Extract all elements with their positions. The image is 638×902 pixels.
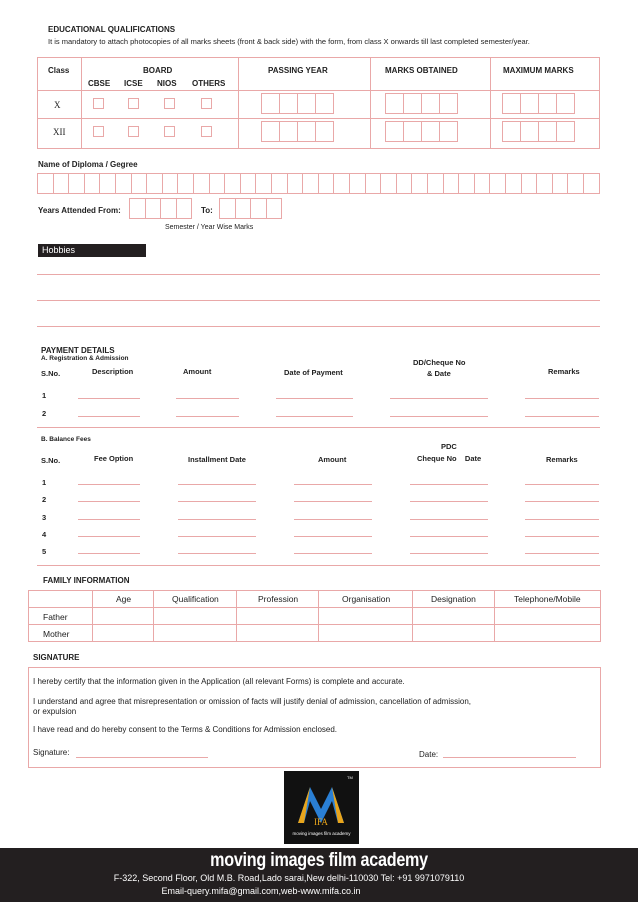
diploma-char-box[interactable] xyxy=(552,173,569,194)
signature-label: Signature: xyxy=(33,748,70,757)
family-col-organisation: Organisation xyxy=(342,594,391,604)
payment-title: PAYMENT DETAILS xyxy=(41,346,115,355)
b-header-fee-option: Fee Option xyxy=(94,454,134,463)
diploma-char-box[interactable] xyxy=(255,173,272,194)
board-cbse: CBSE xyxy=(88,79,111,88)
passing-year-digit[interactable] xyxy=(297,93,316,114)
payment-b-input-line[interactable] xyxy=(178,484,256,485)
maximum-marks-digit[interactable] xyxy=(538,121,557,142)
passing-year-digit[interactable] xyxy=(315,121,334,142)
diploma-char-box[interactable] xyxy=(365,173,382,194)
col-maximum-marks: MAXIMUM MARKS xyxy=(503,66,574,75)
payment-b-input-line[interactable] xyxy=(294,536,372,537)
diploma-char-box[interactable] xyxy=(162,173,179,194)
diploma-char-box[interactable] xyxy=(583,173,600,194)
payment-b-input-line[interactable] xyxy=(525,519,599,520)
maximum-marks-digit[interactable] xyxy=(502,93,521,114)
checkbox-xii-icse[interactable] xyxy=(128,126,139,137)
footer-contact: Email-query.mifa@gmail.com,web-www.mifa.co.in xyxy=(161,886,361,896)
diploma-char-box[interactable] xyxy=(536,173,553,194)
diploma-char-box[interactable] xyxy=(474,173,491,194)
footer xyxy=(0,848,638,902)
payment-b-input-line[interactable] xyxy=(410,519,488,520)
payment-b-input-line[interactable] xyxy=(294,484,372,485)
divider xyxy=(238,57,239,149)
divider xyxy=(370,57,371,149)
payment-b-input-line[interactable] xyxy=(525,553,599,554)
family-col-telephone: Telephone/Mobile xyxy=(514,594,581,604)
divider xyxy=(81,57,82,149)
section-divider xyxy=(37,427,600,428)
payment-sub-a: A. Registration & Admission xyxy=(41,355,129,362)
payment-b-input-line[interactable] xyxy=(410,484,488,485)
signature-input[interactable] xyxy=(76,757,208,758)
diploma-char-box[interactable] xyxy=(333,173,350,194)
divider xyxy=(318,590,319,642)
diploma-char-box[interactable] xyxy=(443,173,460,194)
row-class-x: X xyxy=(54,100,61,110)
diploma-char-box[interactable] xyxy=(146,173,163,194)
hobbies-line-2[interactable] xyxy=(37,300,600,301)
checkbox-x-others[interactable] xyxy=(201,98,212,109)
date-input[interactable] xyxy=(443,757,576,758)
passing-year-digit[interactable] xyxy=(315,93,334,114)
payment-b-input-line[interactable] xyxy=(178,553,256,554)
section-divider xyxy=(37,565,600,566)
payment-a-input-line[interactable] xyxy=(525,416,599,417)
marks-obtained-digit[interactable] xyxy=(439,121,458,142)
maximum-marks-digit[interactable] xyxy=(520,93,539,114)
a-row-1: 1 xyxy=(42,391,47,400)
payment-b-input-line[interactable] xyxy=(78,536,140,537)
diploma-char-box[interactable] xyxy=(193,173,210,194)
diploma-char-box[interactable] xyxy=(271,173,288,194)
hobbies-label: Hobbies xyxy=(38,244,146,257)
signature-title: SIGNATURE xyxy=(33,653,80,662)
marks-obtained-digit[interactable] xyxy=(421,121,440,142)
diploma-char-box[interactable] xyxy=(224,173,241,194)
maximum-marks-digit[interactable] xyxy=(556,121,575,142)
marks-obtained-digit[interactable] xyxy=(421,93,440,114)
diploma-char-box[interactable] xyxy=(505,173,522,194)
diploma-char-box[interactable] xyxy=(396,173,413,194)
payment-b-input-line[interactable] xyxy=(410,501,488,502)
b-header-pdc: PDC xyxy=(441,442,457,451)
b-header-cheque: Cheque No Date xyxy=(417,454,482,463)
diploma-char-box[interactable] xyxy=(84,173,101,194)
b-row-1: 1 xyxy=(42,478,47,487)
b-header-remarks: Remarks xyxy=(546,455,578,464)
years-to-label: To: xyxy=(201,206,213,215)
divider xyxy=(236,590,237,642)
signature-line-3: I have read and do hereby consent to the Terms & Conditions for Admission enclosed. xyxy=(33,725,338,734)
payment-b-input-line[interactable] xyxy=(410,553,488,554)
signature-line-2: I understand and agree that misrepresentation or omission of facts will justify denial of admission, cancellation of admission, or expulsion xyxy=(33,697,472,716)
payment-b-input-line[interactable] xyxy=(178,519,256,520)
b-header-sno: S.No. xyxy=(41,456,61,465)
year-to-digit[interactable] xyxy=(235,198,252,219)
a-header-amount: Amount xyxy=(183,367,212,376)
payment-a-input-line[interactable] xyxy=(276,416,353,417)
diploma-char-box[interactable] xyxy=(287,173,304,194)
family-col-profession: Profession xyxy=(258,594,299,604)
checkbox-xii-cbse[interactable] xyxy=(93,126,104,137)
year-from-digit[interactable] xyxy=(160,198,177,219)
divider xyxy=(28,624,601,625)
payment-b-input-line[interactable] xyxy=(410,536,488,537)
passing-year-digit[interactable] xyxy=(279,121,298,142)
col-class: Class xyxy=(48,66,70,75)
edu-note: It is mandatory to attach photocopies of all marks sheets (front & back side) with the form, from class X onwards till last completed semester/year. xyxy=(48,37,530,46)
payment-a-input-line[interactable] xyxy=(78,398,140,399)
diploma-char-box[interactable] xyxy=(131,173,148,194)
diploma-char-box[interactable] xyxy=(489,173,506,194)
payment-b-input-line[interactable] xyxy=(178,536,256,537)
family-col-age: Age xyxy=(116,594,132,604)
payment-b-input-line[interactable] xyxy=(178,501,256,502)
b-row-2: 2 xyxy=(42,495,47,504)
edu-title: EDUCATIONAL QUALIFICATIONS xyxy=(48,25,176,34)
hobbies-line-3[interactable] xyxy=(37,326,600,327)
payment-a-input-line[interactable] xyxy=(276,398,353,399)
diploma-char-box[interactable] xyxy=(99,173,116,194)
year-to-digit[interactable] xyxy=(266,198,283,219)
checkbox-x-nios[interactable] xyxy=(164,98,175,109)
diploma-char-box[interactable] xyxy=(68,173,85,194)
payment-b-input-line[interactable] xyxy=(525,501,599,502)
passing-year-digit[interactable] xyxy=(297,121,316,142)
b-row-5: 5 xyxy=(42,547,47,556)
payment-b-input-line[interactable] xyxy=(78,519,140,520)
family-col-designation: Designation xyxy=(431,594,476,604)
divider xyxy=(28,607,601,608)
checkbox-x-cbse[interactable] xyxy=(93,98,104,109)
payment-b-input-line[interactable] xyxy=(294,553,372,554)
family-row-mother: Mother xyxy=(43,629,70,639)
a-header-dd-date: & Date xyxy=(427,369,451,378)
family-col-qualification: Qualification xyxy=(172,594,219,604)
payment-b-input-line[interactable] xyxy=(294,501,372,502)
marks-obtained-digit[interactable] xyxy=(403,93,422,114)
diploma-char-box[interactable] xyxy=(209,173,226,194)
maximum-marks-digit[interactable] xyxy=(556,93,575,114)
diploma-char-box[interactable] xyxy=(380,173,397,194)
signature-line-1: I hereby certify that the information given in the Application (all relevant Forms) is complete and accurate. xyxy=(33,677,405,686)
divider xyxy=(37,118,600,119)
diploma-char-box[interactable] xyxy=(427,173,444,194)
marks-obtained-digit[interactable] xyxy=(439,93,458,114)
passing-year-digit[interactable] xyxy=(261,121,280,142)
b-header-amount: Amount xyxy=(318,455,347,464)
diploma-char-box[interactable] xyxy=(349,173,366,194)
divider xyxy=(490,57,491,149)
diploma-char-box[interactable] xyxy=(521,173,538,194)
b-row-4: 4 xyxy=(42,530,47,539)
logo-caption: moving images film academy xyxy=(292,831,351,836)
checkbox-xii-others[interactable] xyxy=(201,126,212,137)
diploma-char-box[interactable] xyxy=(567,173,584,194)
year-from-digit[interactable] xyxy=(129,198,146,219)
divider xyxy=(37,90,600,91)
b-header-installment: Installment Date xyxy=(188,455,246,464)
year-to-digit[interactable] xyxy=(250,198,267,219)
diploma-label: Name of Diploma / Gegree xyxy=(38,160,138,169)
years-from-label: Years Attended From: xyxy=(38,206,121,215)
col-marks-obtained: MARKS OBTAINED xyxy=(385,66,458,75)
a-header-description: Description xyxy=(92,367,134,376)
date-label: Date: xyxy=(419,750,439,759)
passing-year-digit[interactable] xyxy=(261,93,280,114)
payment-b-input-line[interactable] xyxy=(78,484,140,485)
payment-b-input-line[interactable] xyxy=(525,484,599,485)
marks-obtained-digit[interactable] xyxy=(403,121,422,142)
col-passing-year: PASSING YEAR xyxy=(268,66,328,75)
a-header-remarks: Remarks xyxy=(548,367,580,376)
b-row-3: 3 xyxy=(42,513,47,522)
a-header-date: Date of Payment xyxy=(284,368,343,377)
board-icse: ICSE xyxy=(124,79,143,88)
mifa-logo xyxy=(284,771,359,844)
board-nios: NIOS xyxy=(157,79,177,88)
board-others: OTHERS xyxy=(192,79,226,88)
diploma-char-box[interactable] xyxy=(53,173,70,194)
payment-a-input-line[interactable] xyxy=(176,398,239,399)
payment-b-input-line[interactable] xyxy=(294,519,372,520)
footer-address: F-322, Second Floor, Old M.B. Road,Lado sarai,New delhi-110030 Tel: +91 9971079110 xyxy=(113,873,465,883)
diploma-char-box[interactable] xyxy=(115,173,132,194)
year-to-digit[interactable] xyxy=(219,198,236,219)
diploma-char-box[interactable] xyxy=(458,173,475,194)
family-row-father: Father xyxy=(43,612,68,622)
diploma-char-box[interactable] xyxy=(411,173,428,194)
logo-tm: TM xyxy=(347,775,353,780)
payment-sub-b: B. Balance Fees xyxy=(41,436,91,443)
divider xyxy=(412,590,413,642)
payment-a-input-line[interactable] xyxy=(525,398,599,399)
a-header-dd: DD/Cheque No xyxy=(413,358,466,367)
year-from-digit[interactable] xyxy=(176,198,193,219)
payment-a-input-line[interactable] xyxy=(176,416,239,417)
diploma-char-box[interactable] xyxy=(240,173,257,194)
diploma-char-box[interactable] xyxy=(177,173,194,194)
payment-a-input-line[interactable] xyxy=(390,398,488,399)
year-from-digit[interactable] xyxy=(145,198,162,219)
divider xyxy=(494,590,495,642)
footer-name: moving images film academy xyxy=(210,850,428,871)
marks-obtained-digit[interactable] xyxy=(385,93,404,114)
maximum-marks-digit[interactable] xyxy=(538,93,557,114)
hobbies-line-1[interactable] xyxy=(37,274,600,275)
checkbox-x-icse[interactable] xyxy=(128,98,139,109)
col-board: BOARD xyxy=(143,66,173,75)
semester-note: Semester / Year Wise Marks xyxy=(165,224,254,231)
a-row-2: 2 xyxy=(42,409,47,418)
row-class-xii: XII xyxy=(53,127,66,137)
marks-obtained-digit[interactable] xyxy=(385,121,404,142)
diploma-char-box[interactable] xyxy=(37,173,54,194)
a-header-sno: S.No. xyxy=(41,369,61,378)
payment-b-input-line[interactable] xyxy=(525,536,599,537)
payment-b-input-line[interactable] xyxy=(78,501,140,502)
maximum-marks-digit[interactable] xyxy=(502,121,521,142)
divider xyxy=(92,590,93,642)
passing-year-digit[interactable] xyxy=(279,93,298,114)
divider xyxy=(153,590,154,642)
payment-a-input-line[interactable] xyxy=(78,416,140,417)
maximum-marks-digit[interactable] xyxy=(520,121,539,142)
payment-b-input-line[interactable] xyxy=(78,553,140,554)
checkbox-xii-nios[interactable] xyxy=(164,126,175,137)
family-title: FAMILY INFORMATION xyxy=(43,576,130,585)
diploma-char-box[interactable] xyxy=(318,173,335,194)
logo-letters: IFA xyxy=(314,817,328,827)
payment-a-input-line[interactable] xyxy=(390,416,488,417)
diploma-char-box[interactable] xyxy=(302,173,319,194)
